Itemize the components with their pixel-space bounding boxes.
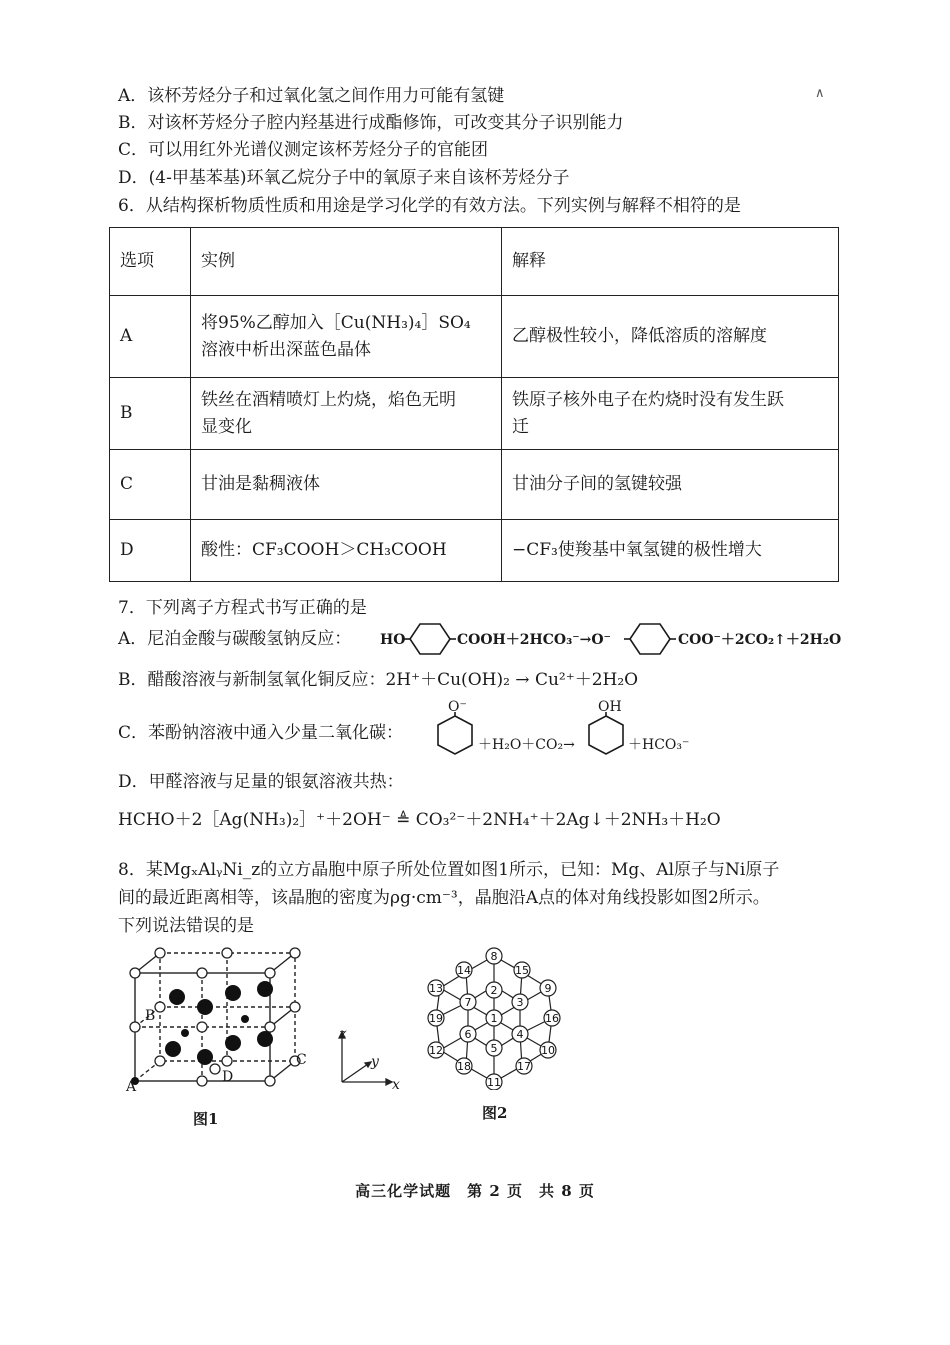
- benzene-ring-icon: [404, 621, 456, 657]
- q7-c-mid: ＋H₂O＋CO₂→: [478, 737, 575, 753]
- row-b-explain: 铁原子核外电子在灼烧时没有发生跃 迁: [502, 378, 839, 450]
- node-8: [486, 948, 502, 964]
- q8-line-2: 间的最近距离相等，该晶胞的密度为ρg·cm⁻³，晶胞沿A点的体对角线投影如图2所示。: [118, 888, 770, 908]
- svg-text:16: 16: [545, 1012, 559, 1025]
- q7-c-end: ＋HCO₃⁻: [628, 737, 690, 753]
- table-row: [110, 520, 839, 582]
- q8-line-3: 下列说法错误的是: [118, 916, 254, 936]
- row-b-option: B: [110, 378, 191, 450]
- row-b-example: 铁丝在酒精喷灯上灼烧，焰色无明 显变化: [191, 378, 502, 450]
- svg-text:8: 8: [490, 950, 498, 963]
- row-c-option: C: [110, 450, 191, 520]
- header-example: 实例: [191, 228, 502, 296]
- table-row: [110, 296, 839, 378]
- svg-text:7: 7: [464, 996, 472, 1009]
- q5-option-c: C．可以用红外光谱仪测定该杯芳烃分子的官能团: [118, 140, 489, 160]
- table-row: [110, 378, 839, 450]
- q6-table: [109, 227, 839, 582]
- fig1-label-d: D: [222, 1069, 234, 1085]
- table-header-row: [110, 228, 839, 296]
- row-d-explain: −CF₃使羧基中氧氢键的极性增大: [502, 520, 839, 582]
- svg-text:10: 10: [541, 1044, 555, 1057]
- node-4: [512, 1026, 528, 1042]
- q7-c-o: O⁻: [448, 699, 467, 715]
- benzene-ring-icon: [624, 621, 676, 657]
- svg-text:17: 17: [517, 1060, 531, 1073]
- svg-text:18: 18: [457, 1060, 471, 1073]
- q7-option-d-equation: HCHO＋2［Ag(NH₃)₂］⁺＋2OH⁻ ≜ CO₃²⁻＋2NH₄⁺＋2Ag↓＋2NH₃＋H₂O: [118, 810, 721, 830]
- q6-stem: 6．从结构探析物质性质和用途是学习化学的有效方法。下列实例与解释不相符的是: [118, 196, 741, 216]
- q7-a-end: COO⁻＋2CO₂↑＋2H₂O: [678, 632, 842, 648]
- row-a-explain: 乙醇极性较小，降低溶质的溶解度: [502, 296, 839, 378]
- svg-text:9: 9: [544, 982, 552, 995]
- node-1: [486, 1010, 502, 1026]
- row-a-example: 将95%乙醇加入［Cu(NH₃)₄］SO₄ 溶液中析出深蓝色晶体: [191, 296, 502, 378]
- fig1-label-a: A: [126, 1079, 137, 1095]
- benzene-ring-icon: [584, 712, 628, 756]
- node-3: [512, 994, 528, 1010]
- svg-text:4: 4: [516, 1028, 524, 1041]
- page-footer: 高三化学试题 第 2 页 共 8 页: [355, 1182, 595, 1200]
- svg-text:12: 12: [429, 1044, 443, 1057]
- svg-text:14: 14: [457, 964, 471, 977]
- figure-2-projection: [418, 944, 568, 1090]
- svg-text:5: 5: [490, 1042, 498, 1055]
- svg-text:13: 13: [429, 982, 443, 995]
- node-6: [460, 1026, 476, 1042]
- q7-stem: 7．下列离子方程式书写正确的是: [118, 598, 367, 618]
- node-7: [460, 994, 476, 1010]
- svg-text:19: 19: [429, 1012, 443, 1025]
- q7-option-d-label: D．甲醛溶液与足量的银氨溶液共热：: [118, 772, 404, 792]
- q5-option-a: A．该杯芳烃分子和过氧化氢之间作用力可能有氢键: [118, 86, 505, 106]
- q7-a-mid: COOH＋2HCO₃⁻→O⁻: [457, 632, 611, 648]
- q7-c-oh: OH: [598, 699, 622, 715]
- corner-mark: ∧: [815, 86, 825, 101]
- fig1-label-b: B: [145, 1008, 156, 1024]
- q7-option-a-label: A．尼泊金酸与碳酸氢钠反应：: [118, 629, 352, 649]
- q7-option-c-label: C．苯酚钠溶液中通入少量二氧化碳：: [118, 723, 404, 743]
- axis-z: z: [339, 1026, 347, 1042]
- row-a-option: A: [110, 296, 191, 378]
- node-15: [514, 962, 530, 978]
- figure-2-caption: 图2: [482, 1104, 508, 1122]
- q7-a-ho: HO: [380, 632, 406, 648]
- row-d-option: D: [110, 520, 191, 582]
- figure-1-caption: 图1: [193, 1110, 219, 1128]
- fig1-label-c: C: [296, 1052, 307, 1068]
- axis-y: y: [371, 1054, 379, 1070]
- row-c-example: 甘油是黏稠液体: [191, 450, 502, 520]
- node-18: [456, 1058, 472, 1074]
- svg-text:11: 11: [487, 1076, 501, 1089]
- node-17: [516, 1058, 532, 1074]
- node-12: [428, 1042, 444, 1058]
- node-14: [456, 962, 472, 978]
- svg-text:15: 15: [515, 964, 529, 977]
- row-d-example: 酸性：CF₃COOH＞CH₃COOH: [191, 520, 502, 582]
- node-2: [486, 982, 502, 998]
- row-c-explain: 甘油分子间的氢键较强: [502, 450, 839, 520]
- table-row: [110, 450, 839, 520]
- svg-text:2: 2: [490, 984, 498, 997]
- q5-option-b: B．对该杯芳烃分子腔内羟基进行成酯修饰，可改变其分子识别能力: [118, 113, 624, 133]
- svg-text:3: 3: [516, 996, 524, 1009]
- header-option: 选项: [110, 228, 191, 296]
- q7-option-b: B．醋酸溶液与新制氢氧化铜反应：2H⁺＋Cu(OH)₂ → Cu²⁺＋2H₂O: [118, 670, 639, 690]
- node-5: [486, 1040, 502, 1056]
- axis-x: x: [392, 1077, 400, 1093]
- benzene-ring-icon: [433, 712, 477, 756]
- node-16: [544, 1010, 560, 1026]
- q8-line-1: 8．某MgₓAlᵧNi_z的立方晶胞中原子所处位置如图1所示，已知：Mg、Al原子与Ni原子: [118, 860, 780, 880]
- node-10: [540, 1042, 556, 1058]
- header-explain: 解释: [502, 228, 839, 296]
- q5-option-d: D．(4-甲基苯基)环氧乙烷分子中的氧原子来自该杯芳烃分子: [118, 168, 570, 188]
- node-13: [428, 980, 444, 996]
- svg-text:6: 6: [464, 1028, 472, 1041]
- svg-text:1: 1: [490, 1012, 498, 1025]
- node-11: [486, 1074, 502, 1090]
- node-9: [540, 980, 556, 996]
- node-19: [428, 1010, 444, 1026]
